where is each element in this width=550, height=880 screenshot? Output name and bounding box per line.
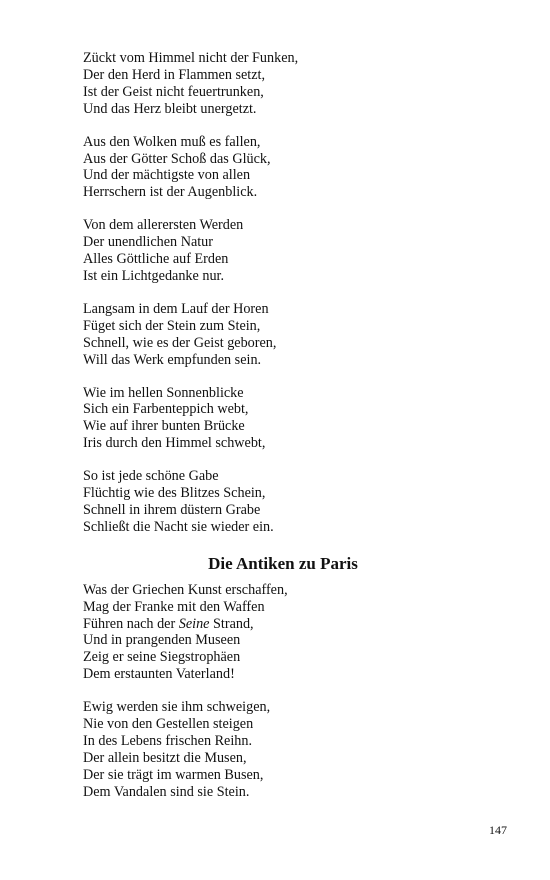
page-number: 147 [489,823,507,837]
poem-line: Ist der Geist nicht feuertrunken, [83,83,264,100]
poem-line: Zückt vom Himmel nicht der Funken, [83,50,299,66]
poem1-stanza-2 [83,134,483,202]
poem-line: Füget sich der Stein zum Stein, [83,317,261,334]
poem-line-text: Führen nach der [83,615,179,632]
poem-line: Aus der Götter Schoß das Glück, [83,150,271,167]
poem-line: Und das Herz bleibt unergetzt. [83,100,257,117]
poem-line: Mag der Franke mit den Waffen [83,598,265,615]
book-page [83,50,483,817]
poem-line: Der unendlichen Natur [83,234,214,251]
poem-line: Ewig werden sie ihm schweigen, [83,699,271,716]
poem-line: Der den Herd in Flammen setzt, [83,66,266,83]
poem-line: Und der mächtigste von allen [83,167,251,184]
emphasized-river-name: Seine [178,615,210,632]
poem-line: Zeig er seine Siegstrophäen [83,649,241,666]
poem-line: Schließt die Nacht sie wieder ein. [83,518,274,535]
poem1-stanza-6 [83,468,483,536]
poem-line: Aus den Wolken muß es fallen, [83,133,261,150]
poem-line: Iris durch den Himmel schwebt, [83,435,266,452]
poem-line: Flüchtig wie des Blitzes Schein, [83,485,266,502]
poem-line: Nie von den Gestellen steigen [83,716,254,733]
poem1-stanza-3 [83,217,483,285]
poem-line: Der sie trägt im warmen Busen, [83,766,264,783]
poem-line: Was der Griechen Kunst erschaffen, [83,581,288,598]
poem-line: Schnell, wie es der Geist geboren, [83,334,277,351]
poem2-stanza-2 [83,699,483,800]
poem-line: Dem Vandalen sind sie Stein. [83,783,250,800]
poem-line: Dem erstaunten Vaterland! [83,666,235,683]
poem-line: Der allein besitzt die Musen, [83,749,247,766]
poem-line: Wie auf ihrer bunten Brücke [83,418,245,435]
poem-line: Ist ein Lichtgedanke nur. [83,267,225,284]
poem-line: Wie im hellen Sonnenblicke [83,384,244,401]
poem-line: Schnell in ihrem düstern Grabe [83,501,261,518]
poem-line: Alles Göttliche auf Erden [83,251,229,268]
poem-line: Sich ein Farbenteppich webt, [83,401,249,418]
poem-line: Will das Werk empfunden sein. [83,351,262,368]
poem-title: Die Antiken zu Paris [208,553,358,573]
poem-line: Von dem allerersten Werden [83,217,244,234]
poem-line: Und in prangenden Museen [83,632,241,649]
poem1-stanza-4 [83,301,483,369]
poem2-stanza-1 [83,582,483,683]
poem-line: So ist jede schöne Gabe [83,468,219,485]
poem1-stanza-1 [83,50,483,118]
poem-line [83,616,483,633]
poem-line: Langsam in dem Lauf der Horen [83,300,269,317]
poem-line-text: Strand, [209,615,254,632]
poem-line: In des Lebens frischen Reihn. [83,733,253,749]
poem1-stanza-5 [83,385,483,453]
poem-line: Herrschern ist der Augenblick. [83,184,258,201]
